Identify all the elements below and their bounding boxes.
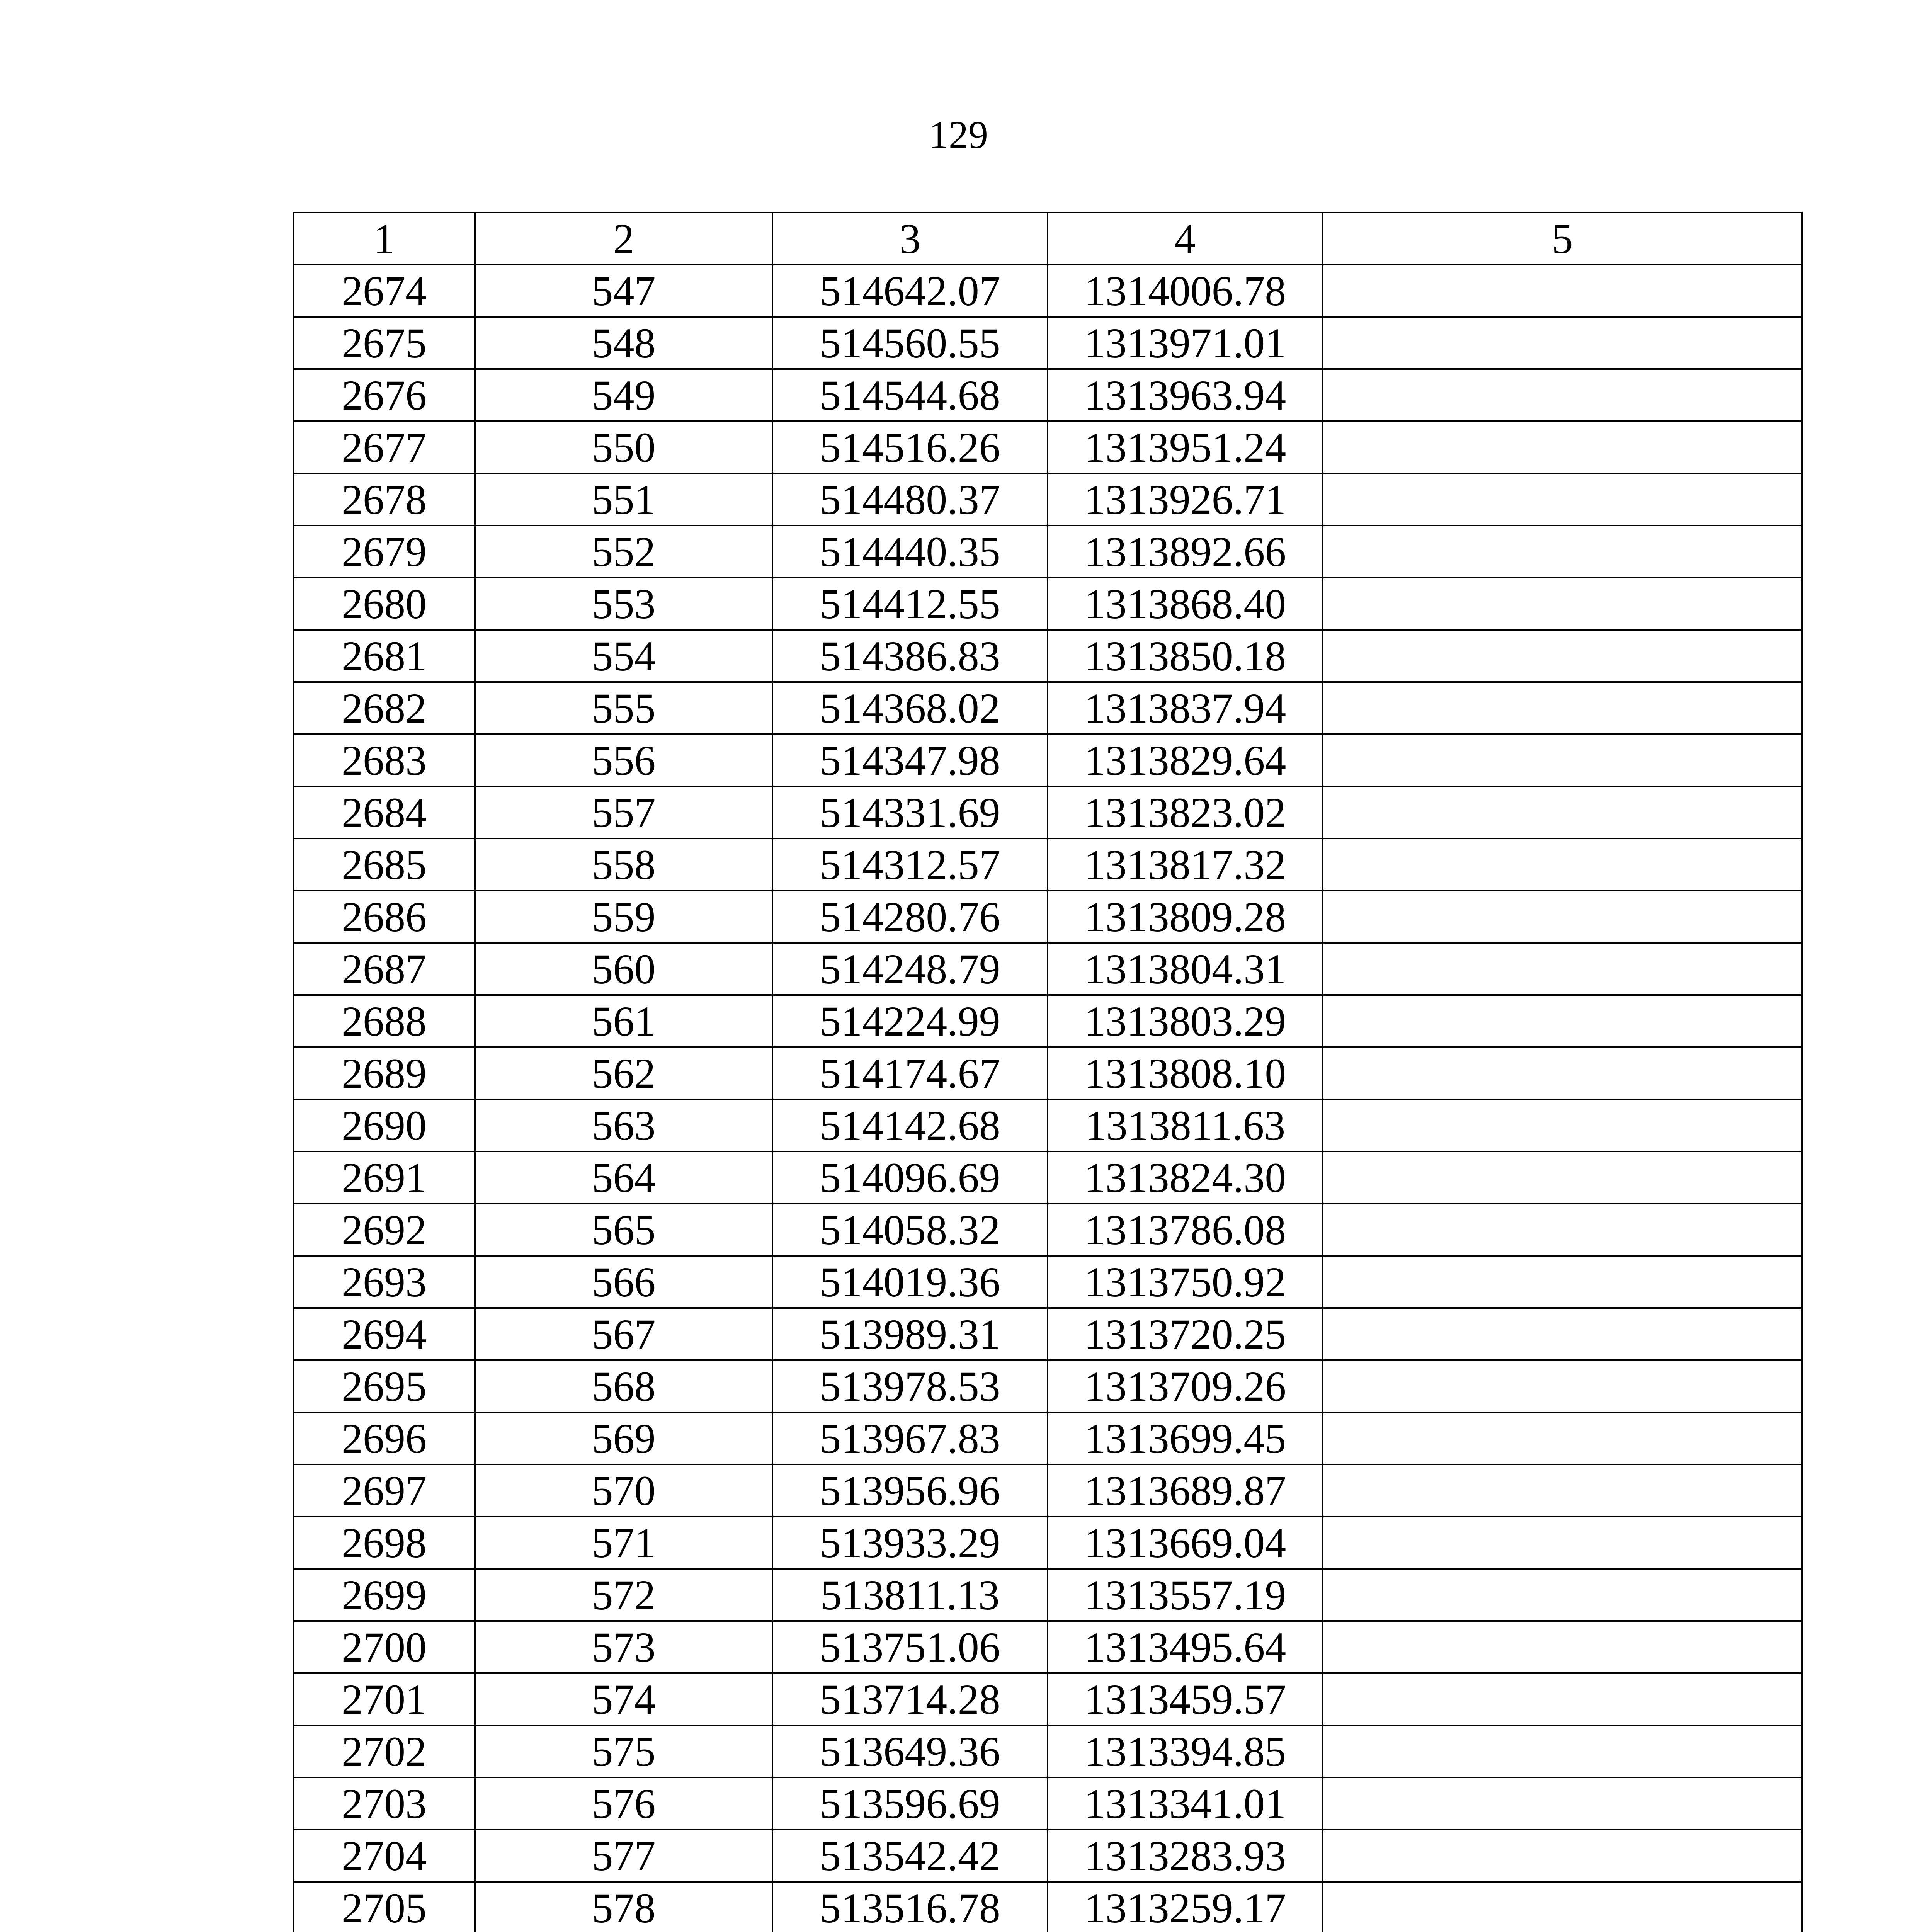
table-cell-col-5	[1323, 1777, 1802, 1830]
table-cell-col-5	[1323, 1621, 1802, 1673]
table-row	[293, 1777, 1802, 1830]
table-row	[293, 1099, 1802, 1151]
column-header-5: 5	[1323, 213, 1802, 265]
table-row	[293, 1882, 1802, 1932]
table-row	[293, 682, 1802, 734]
table-row	[293, 265, 1802, 317]
table-cell-col-1: 2688	[293, 995, 475, 1047]
table-cell-col-2: 550	[475, 421, 772, 473]
table-cell-col-1: 2682	[293, 682, 475, 734]
table-cell-col-4: 1313341.01	[1048, 1777, 1323, 1830]
table-cell-col-5	[1323, 786, 1802, 838]
table-cell-col-5	[1323, 1882, 1802, 1932]
table-cell-col-1: 2691	[293, 1151, 475, 1204]
table-cell-col-5	[1323, 891, 1802, 943]
table-cell-col-4: 1314006.78	[1048, 265, 1323, 317]
table-cell-col-2: 574	[475, 1673, 772, 1725]
table-cell-col-4: 1313868.40	[1048, 578, 1323, 630]
table-cell-col-4: 1313394.85	[1048, 1725, 1323, 1777]
table-cell-col-4: 1313557.19	[1048, 1569, 1323, 1621]
table-cell-col-1: 2696	[293, 1412, 475, 1464]
table-cell-col-4: 1313829.64	[1048, 734, 1323, 786]
table-cell-col-2: 570	[475, 1464, 772, 1517]
table-cell-col-2: 547	[475, 265, 772, 317]
table-cell-col-1: 2679	[293, 526, 475, 578]
page-number: 129	[929, 113, 988, 157]
table-row	[293, 1673, 1802, 1725]
table-cell-col-1: 2678	[293, 473, 475, 526]
table-cell-col-5	[1323, 1360, 1802, 1412]
table-cell-col-4: 1313803.29	[1048, 995, 1323, 1047]
table-row	[293, 317, 1802, 369]
table-cell-col-4: 1313850.18	[1048, 630, 1323, 682]
table-cell-col-3: 513596.69	[772, 1777, 1048, 1830]
table-cell-col-4: 1313809.28	[1048, 891, 1323, 943]
table-cell-col-4: 1313817.32	[1048, 838, 1323, 891]
table-cell-col-1: 2692	[293, 1204, 475, 1256]
table-cell-col-4: 1313709.26	[1048, 1360, 1323, 1412]
table-cell-col-3: 513751.06	[772, 1621, 1048, 1673]
table-cell-col-1: 2693	[293, 1256, 475, 1308]
table-cell-col-1: 2674	[293, 265, 475, 317]
column-header-4: 4	[1048, 213, 1323, 265]
table-cell-col-2: 569	[475, 1412, 772, 1464]
table-row	[293, 1569, 1802, 1621]
table-cell-col-3: 514019.36	[772, 1256, 1048, 1308]
table-cell-col-4: 1313963.94	[1048, 369, 1323, 421]
table-row	[293, 1464, 1802, 1517]
table-cell-col-5	[1323, 943, 1802, 995]
table-cell-col-4: 1313892.66	[1048, 526, 1323, 578]
table-cell-col-3: 514096.69	[772, 1151, 1048, 1204]
table-cell-col-1: 2699	[293, 1569, 475, 1621]
table-cell-col-5	[1323, 1047, 1802, 1099]
table-cell-col-3: 514412.55	[772, 578, 1048, 630]
table-cell-col-2: 558	[475, 838, 772, 891]
table-row	[293, 1256, 1802, 1308]
table-cell-col-2: 576	[475, 1777, 772, 1830]
table-cell-col-4: 1313669.04	[1048, 1517, 1323, 1569]
table-cell-col-5	[1323, 1569, 1802, 1621]
table-cell-col-2: 561	[475, 995, 772, 1047]
table-cell-col-2: 557	[475, 786, 772, 838]
table-cell-col-5	[1323, 1204, 1802, 1256]
table-row	[293, 1308, 1802, 1360]
table-cell-col-3: 514331.69	[772, 786, 1048, 838]
table-cell-col-1: 2695	[293, 1360, 475, 1412]
table-cell-col-4: 1313495.64	[1048, 1621, 1323, 1673]
table-cell-col-2: 568	[475, 1360, 772, 1412]
table-cell-col-3: 514347.98	[772, 734, 1048, 786]
table-cell-col-1: 2689	[293, 1047, 475, 1099]
table-cell-col-5	[1323, 421, 1802, 473]
table-cell-col-2: 555	[475, 682, 772, 734]
table-cell-col-4: 1313283.93	[1048, 1830, 1323, 1882]
table-cell-col-1: 2677	[293, 421, 475, 473]
table-cell-col-1: 2704	[293, 1830, 475, 1882]
table-cell-col-1: 2690	[293, 1099, 475, 1151]
table-cell-col-2: 577	[475, 1830, 772, 1882]
table-cell-col-3: 513811.13	[772, 1569, 1048, 1621]
column-header-2: 2	[475, 213, 772, 265]
table-cell-col-5	[1323, 578, 1802, 630]
table-cell-col-1: 2687	[293, 943, 475, 995]
column-header-1: 1	[293, 213, 475, 265]
table-row	[293, 838, 1802, 891]
coordinates-table	[293, 212, 1803, 1932]
table-cell-col-3: 514386.83	[772, 630, 1048, 682]
table-cell-col-1: 2675	[293, 317, 475, 369]
table-row	[293, 943, 1802, 995]
table-cell-col-2: 572	[475, 1569, 772, 1621]
table-row	[293, 1517, 1802, 1569]
table-cell-col-2: 578	[475, 1882, 772, 1932]
table-cell-col-5	[1323, 473, 1802, 526]
table-cell-col-2: 563	[475, 1099, 772, 1151]
table-cell-col-2: 556	[475, 734, 772, 786]
table-cell-col-5	[1323, 1673, 1802, 1725]
table-cell-col-3: 513933.29	[772, 1517, 1048, 1569]
table-cell-col-2: 559	[475, 891, 772, 943]
table-cell-col-3: 514480.37	[772, 473, 1048, 526]
table-cell-col-4: 1313824.30	[1048, 1151, 1323, 1204]
table-cell-col-1: 2676	[293, 369, 475, 421]
table-row	[293, 1621, 1802, 1673]
table-cell-col-5	[1323, 526, 1802, 578]
table-cell-col-2: 552	[475, 526, 772, 578]
table-cell-col-3: 513989.31	[772, 1308, 1048, 1360]
table-row	[293, 995, 1802, 1047]
table-cell-col-5	[1323, 265, 1802, 317]
table-row	[293, 786, 1802, 838]
table-cell-col-1: 2702	[293, 1725, 475, 1777]
table-cell-col-1: 2686	[293, 891, 475, 943]
table-cell-col-3: 514516.26	[772, 421, 1048, 473]
column-header-3: 3	[772, 213, 1048, 265]
table-cell-col-3: 514544.68	[772, 369, 1048, 421]
table-cell-col-4: 1313259.17	[1048, 1882, 1323, 1932]
table-cell-col-5	[1323, 317, 1802, 369]
table-row	[293, 578, 1802, 630]
table-cell-col-5	[1323, 1830, 1802, 1882]
table-cell-col-5	[1323, 995, 1802, 1047]
table-row	[293, 526, 1802, 578]
table-cell-col-1: 2700	[293, 1621, 475, 1673]
table-cell-col-2: 575	[475, 1725, 772, 1777]
table-cell-col-4: 1313689.87	[1048, 1464, 1323, 1517]
table-cell-col-3: 513542.42	[772, 1830, 1048, 1882]
table-cell-col-3: 513978.53	[772, 1360, 1048, 1412]
table-header	[293, 213, 1802, 265]
table-cell-col-1: 2683	[293, 734, 475, 786]
table-cell-col-3: 514142.68	[772, 1099, 1048, 1151]
header-row	[293, 213, 1802, 265]
table-cell-col-4: 1313811.63	[1048, 1099, 1323, 1151]
table-cell-col-2: 551	[475, 473, 772, 526]
table-cell-col-1: 2705	[293, 1882, 475, 1932]
table-row	[293, 369, 1802, 421]
table-cell-col-5	[1323, 369, 1802, 421]
table-cell-col-1: 2698	[293, 1517, 475, 1569]
table-cell-col-5	[1323, 1099, 1802, 1151]
table-cell-col-1: 2680	[293, 578, 475, 630]
table-cell-col-3: 514560.55	[772, 317, 1048, 369]
table-cell-col-4: 1313808.10	[1048, 1047, 1323, 1099]
table-cell-col-3: 513649.36	[772, 1725, 1048, 1777]
table-cell-col-2: 565	[475, 1204, 772, 1256]
table-cell-col-3: 513516.78	[772, 1882, 1048, 1932]
table-cell-col-1: 2681	[293, 630, 475, 682]
table-cell-col-4: 1313720.25	[1048, 1308, 1323, 1360]
table-cell-col-5	[1323, 838, 1802, 891]
table-cell-col-2: 560	[475, 943, 772, 995]
table-cell-col-3: 513714.28	[772, 1673, 1048, 1725]
table-row	[293, 1151, 1802, 1204]
table-cell-col-5	[1323, 630, 1802, 682]
table-cell-col-2: 571	[475, 1517, 772, 1569]
table-cell-col-1: 2694	[293, 1308, 475, 1360]
table-row	[293, 1725, 1802, 1777]
table-cell-col-2: 564	[475, 1151, 772, 1204]
table-body	[293, 265, 1802, 1932]
table-cell-col-2: 554	[475, 630, 772, 682]
table-cell-col-1: 2685	[293, 838, 475, 891]
table-cell-col-3: 514312.57	[772, 838, 1048, 891]
table-row	[293, 630, 1802, 682]
table-cell-col-3: 514280.76	[772, 891, 1048, 943]
table-cell-col-5	[1323, 1151, 1802, 1204]
table-cell-col-3: 514440.35	[772, 526, 1048, 578]
table-cell-col-5	[1323, 1308, 1802, 1360]
table-row	[293, 421, 1802, 473]
table-cell-col-2: 573	[475, 1621, 772, 1673]
table-cell-col-2: 548	[475, 317, 772, 369]
table-cell-col-4: 1313926.71	[1048, 473, 1323, 526]
table-cell-col-4: 1313750.92	[1048, 1256, 1323, 1308]
table-cell-col-3: 513967.83	[772, 1412, 1048, 1464]
table-row	[293, 891, 1802, 943]
table-row	[293, 1830, 1802, 1882]
table-cell-col-2: 553	[475, 578, 772, 630]
table-cell-col-1: 2701	[293, 1673, 475, 1725]
table-cell-col-3: 514174.67	[772, 1047, 1048, 1099]
table-cell-col-1: 2703	[293, 1777, 475, 1830]
table-row	[293, 1412, 1802, 1464]
table-cell-col-4: 1313971.01	[1048, 317, 1323, 369]
table-cell-col-3: 513956.96	[772, 1464, 1048, 1517]
table-cell-col-5	[1323, 734, 1802, 786]
table-cell-col-4: 1313823.02	[1048, 786, 1323, 838]
table-cell-col-2: 567	[475, 1308, 772, 1360]
table-row	[293, 1204, 1802, 1256]
table-cell-col-2: 549	[475, 369, 772, 421]
table-cell-col-2: 566	[475, 1256, 772, 1308]
table-cell-col-1: 2684	[293, 786, 475, 838]
table-cell-col-3: 514058.32	[772, 1204, 1048, 1256]
table-cell-col-3: 514248.79	[772, 943, 1048, 995]
table-cell-col-5	[1323, 1725, 1802, 1777]
table-cell-col-4: 1313804.31	[1048, 943, 1323, 995]
table-cell-col-4: 1313951.24	[1048, 421, 1323, 473]
table-cell-col-5	[1323, 1256, 1802, 1308]
table-row	[293, 473, 1802, 526]
table-cell-col-2: 562	[475, 1047, 772, 1099]
table-row	[293, 1360, 1802, 1412]
table-row	[293, 734, 1802, 786]
table-cell-col-5	[1323, 1464, 1802, 1517]
table-cell-col-5	[1323, 1517, 1802, 1569]
table-row	[293, 1047, 1802, 1099]
table-cell-col-3: 514368.02	[772, 682, 1048, 734]
table-cell-col-4: 1313837.94	[1048, 682, 1323, 734]
table-cell-col-5	[1323, 1412, 1802, 1464]
table-cell-col-1: 2697	[293, 1464, 475, 1517]
table-cell-col-3: 514642.07	[772, 265, 1048, 317]
table-cell-col-4: 1313459.57	[1048, 1673, 1323, 1725]
table-cell-col-3: 514224.99	[772, 995, 1048, 1047]
table-cell-col-4: 1313699.45	[1048, 1412, 1323, 1464]
table-cell-col-5	[1323, 682, 1802, 734]
table-cell-col-4: 1313786.08	[1048, 1204, 1323, 1256]
